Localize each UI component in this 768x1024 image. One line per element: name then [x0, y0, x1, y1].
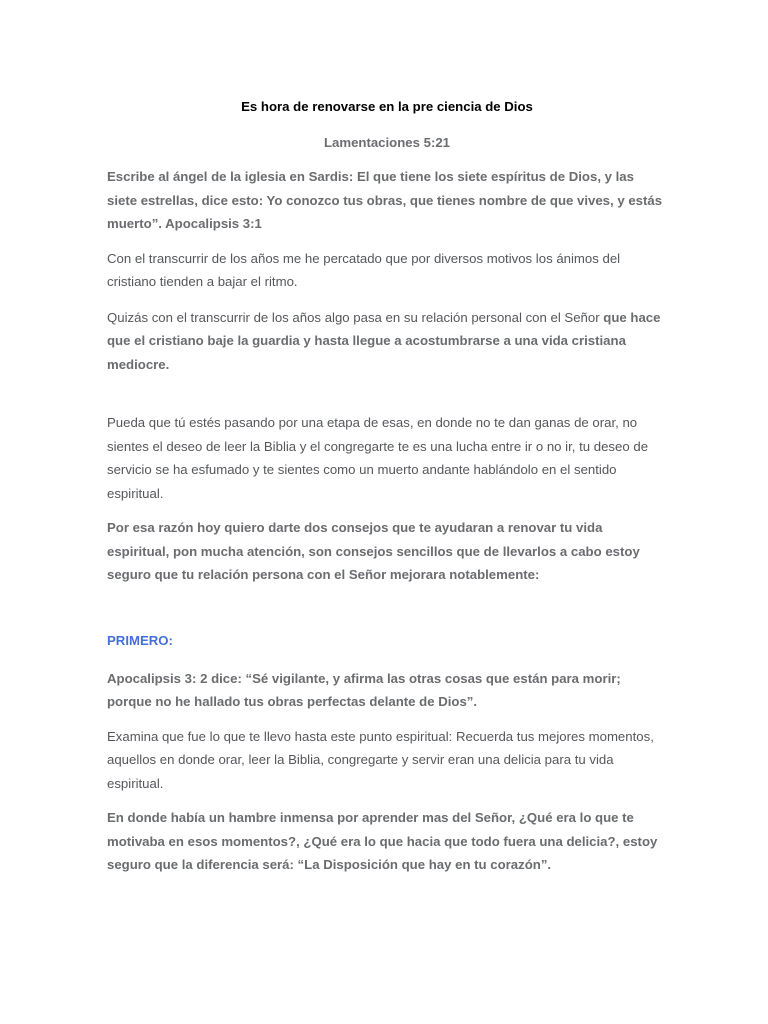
verse-2: Apocalipsis 3: 2 dice: “Sé vigilante, y afirma las otras cosas que están para morir; porque no he hallado tus obras perfectas delante de Dios”.: [107, 670, 621, 709]
paragraph-2-normal: Quizás con el transcurrir de los años algo pasa en su relación personal con el Señor: [107, 309, 604, 325]
scripture-reference: Lamentaciones 5:21: [323, 135, 451, 150]
paragraph-3: Pueda que tú estés pasando por una etapa de esas, en donde no te dan ganas de orar, no sientes el deseo de leer la Biblia y el congregarte te es una lucha entre ir o no ir, tu deseo de servicio se ha esfumado y te sientes como un muerto andante hablándolo en el sentido espiritual.: [107, 415, 649, 501]
paragraph-1: Con el transcurrir de los años me he percatado que por diversos motivos los ánimos del cristiano tienden a bajar el ritmo.: [107, 250, 621, 289]
document-body: [107, 97, 667, 877]
paragraph-4: Por esa razón hoy quiero darte dos consejos que te ayudaran a renovar tu vida espiritual, pon mucha atención, son consejos sencillos que de llevarlos a cabo estoy seguro que tu relación persona con el Señor mejorara notablemente:: [107, 520, 640, 582]
paragraph-5: Examina que fue lo que te llevo hasta este punto espiritual: Recuerda tus mejores momentos, aquellos en donde orar, leer la Biblia, congregarte y servir eran una delicia para tu vida espiritual.: [107, 728, 654, 791]
paragraph-2: [107, 306, 667, 377]
paragraph-6: En donde había un hambre inmensa por aprender mas del Señor, ¿Qué era lo que te motivaba en esos momentos?, ¿Qué era lo que hacia que todo fuera una delicia?, estoy seguro que la diferencia será: “La Disposición que hay en tu corazón”.: [107, 810, 658, 872]
intro-verse: Escribe al ángel de la iglesia en Sardis: El que tiene los siete espíritus de Dios, y las siete estrellas, dice esto: Yo conozco tus obras, que tienes nombre de que vives, y estás muerto”. Apocalipsis 3:1: [107, 169, 663, 231]
document-title: Es hora de renovarse en la pre ciencia de Dios: [241, 99, 533, 114]
section-heading-primero: PRIMERO:: [107, 632, 173, 648]
paragraph-2-bold: que hace que el cristiano baje la guardia y hasta llegue a acostumbrarse a una vida cristiana mediocre.: [107, 309, 661, 372]
